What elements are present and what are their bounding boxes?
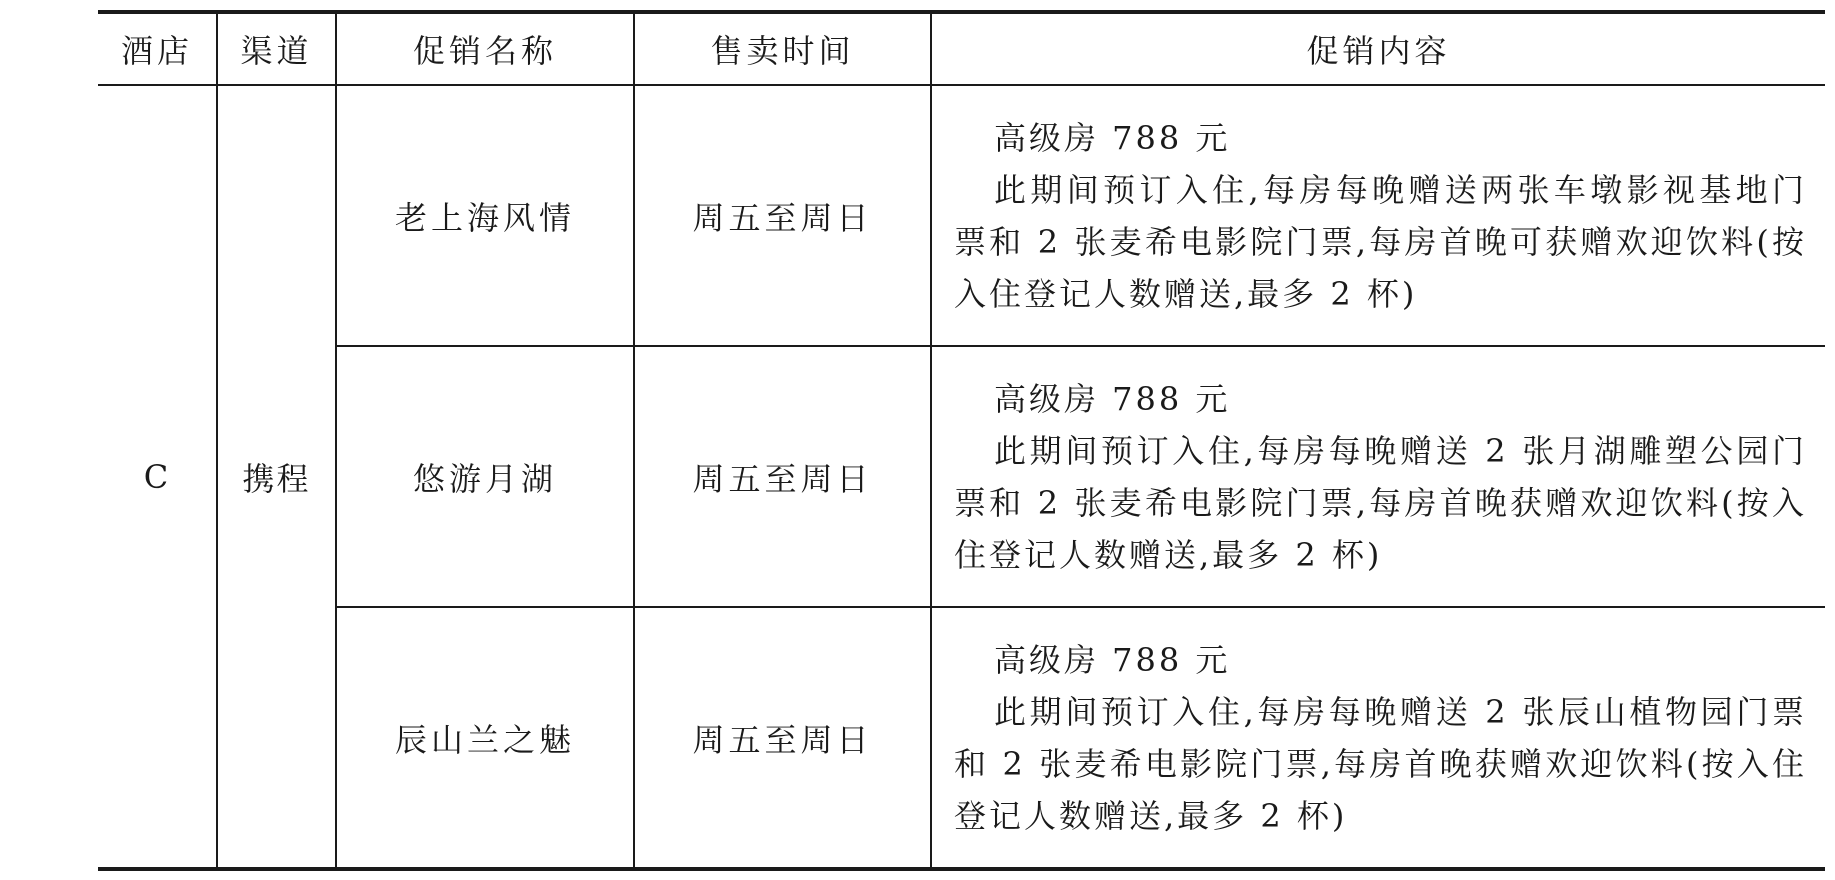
promotion-table xyxy=(98,10,1825,871)
channel-cell: 携程 xyxy=(217,85,336,869)
promo-detail: 此期间预订入住,每房每晚赠送 2 张辰山植物园门票和 2 张麦希电影院门票,每房首晚获赠欢迎饮料(按入住登记人数赠送,最多 2 杯) xyxy=(954,692,1807,835)
promo-content-cell xyxy=(931,607,1825,869)
table-row xyxy=(98,607,1825,869)
price-line: 高级房 788 元 xyxy=(994,640,1231,679)
sale-time-cell: 周五至周日 xyxy=(634,85,931,346)
header-sale-time: 售卖时间 xyxy=(634,12,931,85)
promo-name-cell: 老上海风情 xyxy=(336,85,634,346)
promotion-table-container xyxy=(98,10,1825,871)
promo-content-cell xyxy=(931,346,1825,607)
table-body xyxy=(98,85,1825,869)
hotel-cell: C xyxy=(98,85,217,869)
promo-detail: 此期间预订入住,每房每晚赠送两张车墩影视基地门票和 2 张麦希电影院门票,每房首晚可获赠欢迎饮料(按入住登记人数赠送,最多 2 杯) xyxy=(954,170,1807,313)
sale-time-cell: 周五至周日 xyxy=(634,346,931,607)
table-row xyxy=(98,85,1825,346)
price-line: 高级房 788 元 xyxy=(994,379,1231,418)
sale-time-cell: 周五至周日 xyxy=(634,607,931,869)
promo-content-cell xyxy=(931,85,1825,346)
promo-name-cell: 辰山兰之魅 xyxy=(336,607,634,869)
header-row xyxy=(98,12,1825,85)
promo-name-cell: 悠游月湖 xyxy=(336,346,634,607)
table-row xyxy=(98,346,1825,607)
price-line: 高级房 788 元 xyxy=(994,118,1231,157)
header-promo-name: 促销名称 xyxy=(336,12,634,85)
promo-detail: 此期间预订入住,每房每晚赠送 2 张月湖雕塑公园门票和 2 张麦希电影院门票,每房首晚获赠欢迎饮料(按入住登记人数赠送,最多 2 杯) xyxy=(954,431,1807,574)
header-hotel: 酒店 xyxy=(98,12,217,85)
header-channel: 渠道 xyxy=(217,12,336,85)
table-header xyxy=(98,12,1825,85)
header-promo-content: 促销内容 xyxy=(931,12,1825,85)
